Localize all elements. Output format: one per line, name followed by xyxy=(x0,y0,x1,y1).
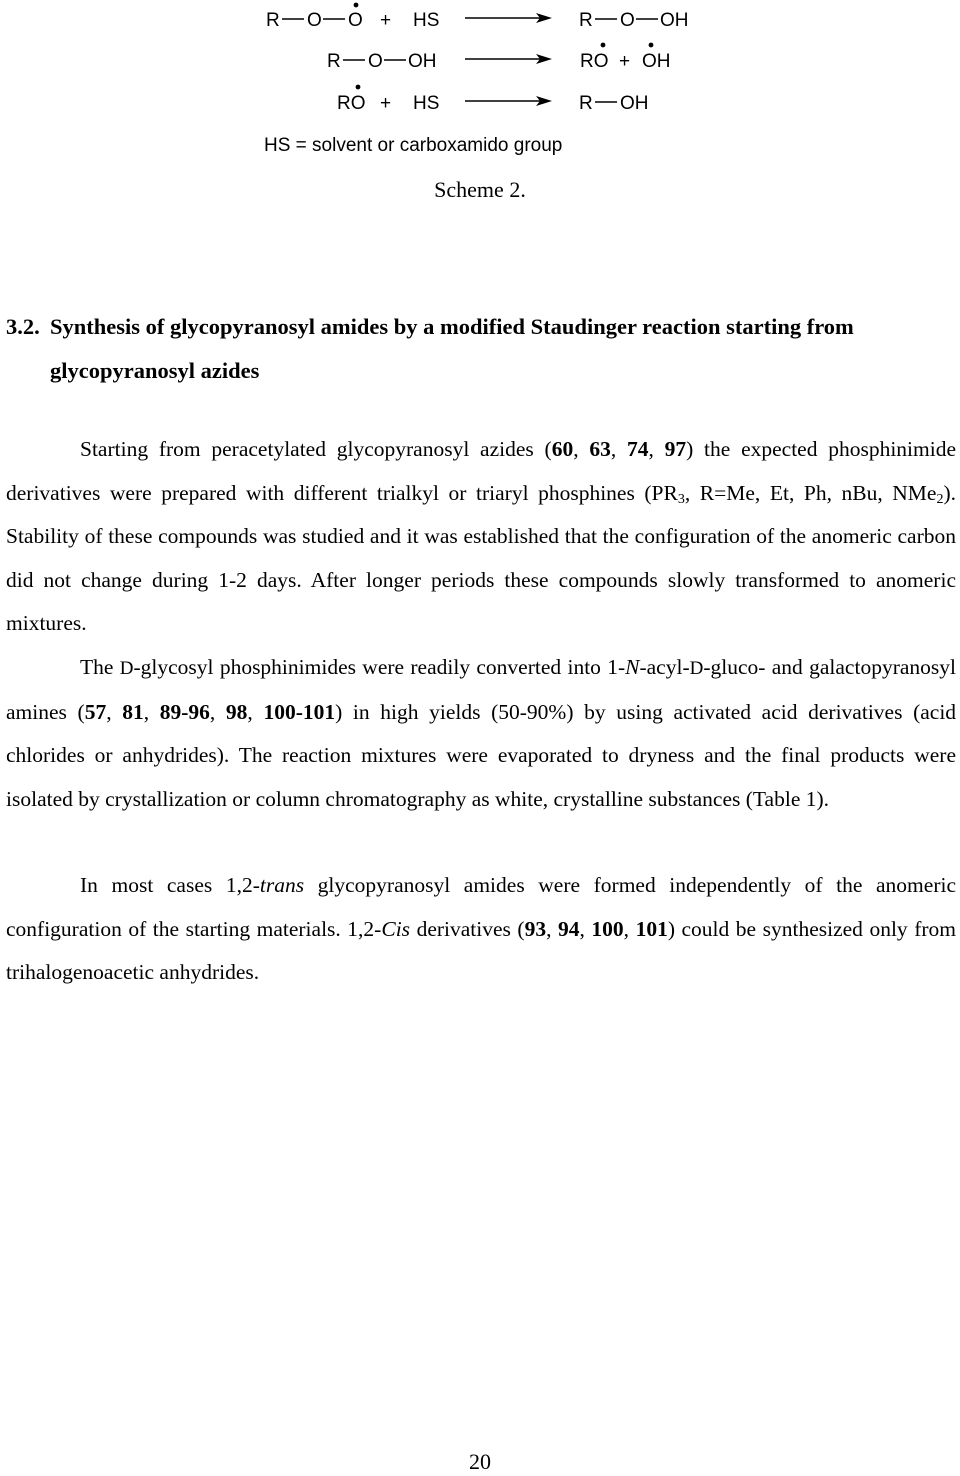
text-run: The xyxy=(80,655,120,679)
italic-run: Cis xyxy=(381,916,411,941)
r3-lhs-plus: + xyxy=(380,93,392,114)
compound-ref: 93 xyxy=(524,916,547,941)
r2-lhs-o: O xyxy=(368,51,383,72)
compound-ref: 57 xyxy=(84,699,107,724)
scheme-caption: Scheme 2. xyxy=(434,177,526,202)
r1-rhs-o: O xyxy=(620,10,635,31)
text-run: ). Stability of these compounds was studied and it was established that the configuration of the anomeric carbon did not change during 1-2 days. After longer periods these compounds slowly transformed to anomeric mixtures. xyxy=(6,480,957,636)
r1-lhs-o2: O xyxy=(348,10,363,31)
small-caps-letter: D xyxy=(689,658,704,679)
compound-ref: 89-96 xyxy=(159,699,210,724)
reaction-3 xyxy=(337,85,649,114)
radical-dot-icon xyxy=(601,43,606,48)
text-run: glycopyranosyl amides were formed independently of the anomeric configuration of the starting materials. 1,2- xyxy=(6,873,956,941)
paragraph-2 xyxy=(6,646,956,821)
page-number: 20 xyxy=(469,1449,491,1474)
r3-lhs-ro: RO xyxy=(337,93,366,114)
text-run: , R=Me, Et, Ph, nBu, NMe xyxy=(684,480,937,505)
section-heading xyxy=(6,305,956,393)
text-run: , xyxy=(579,916,592,941)
compound-ref: 100-101 xyxy=(263,699,336,724)
r2-lhs-r: R xyxy=(327,51,341,72)
text-run: , xyxy=(546,916,558,941)
text-run: , xyxy=(610,437,627,461)
text-run: , xyxy=(573,437,590,461)
r1-lhs-hs: HS xyxy=(413,10,440,31)
reaction-2 xyxy=(327,43,671,72)
text-run: Starting from peracetylated glycopyranosyl azides ( xyxy=(80,437,552,461)
r2-lhs-oh: OH xyxy=(408,51,437,72)
r2-rhs-ro: RO xyxy=(580,51,609,72)
r1-rhs-r: R xyxy=(579,10,593,31)
compound-ref: 94 xyxy=(558,916,580,941)
compound-ref: 100 xyxy=(591,916,624,941)
text-run: , xyxy=(209,699,226,724)
subscript: 2 xyxy=(936,491,944,507)
text-run: ) could be synthesized only from trihalogenoacetic anhydrides. xyxy=(6,916,957,985)
r3-lhs-hs: HS xyxy=(413,93,440,114)
text-run: -acyl- xyxy=(639,655,690,679)
subscript: 3 xyxy=(677,491,685,507)
text-run: ) the expected phosphinimide derivatives were prepared with different trialkyl or triaryl phosphines (PR xyxy=(6,437,957,505)
text-run: , xyxy=(143,699,160,724)
section-title-line1: Synthesis of glycopyranosyl amides by a modified Staudinger reaction starting from xyxy=(50,314,854,339)
r2-rhs-plus: + xyxy=(619,51,631,72)
r1-lhs-r: R xyxy=(266,10,280,31)
italic-run: N xyxy=(625,655,640,679)
compound-ref: 81 xyxy=(122,699,144,724)
compound-ref: 97 xyxy=(664,437,687,461)
r3-rhs-r: R xyxy=(579,93,593,114)
compound-ref: 74 xyxy=(626,437,649,461)
text-run: -glycosyl phosphinimides were readily converted into 1- xyxy=(133,655,626,679)
r1-lhs-plus: + xyxy=(380,10,392,31)
paragraph-1 xyxy=(6,428,956,646)
r3-rhs-oh: OH xyxy=(620,93,649,114)
compound-ref: 63 xyxy=(589,437,611,461)
text-run: ) in high yields (50-90%) by using activated acid derivatives (acid chlorides or anhydrides). The reaction mixtures were evaporated to dryness and the final products were isolated by crystallization or column chromatography as white, crystalline substances (Table 1). xyxy=(6,699,957,811)
section-title-line2: glycopyranosyl azides xyxy=(50,358,260,383)
radical-dot-icon xyxy=(649,43,654,48)
r1-rhs-oh: OH xyxy=(660,10,689,31)
reaction-scheme xyxy=(0,0,960,220)
reaction-1 xyxy=(266,3,689,31)
radical-dot-icon xyxy=(356,85,361,90)
italic-run: trans xyxy=(259,873,305,897)
scheme-note: HS = solvent or carboxamido group xyxy=(264,135,563,156)
section-number: 3.2. xyxy=(6,314,40,339)
compound-ref: 98 xyxy=(225,699,248,724)
r2-rhs-oh: OH xyxy=(642,51,671,72)
text-run: -gluco- and galactopyranosyl amines ( xyxy=(6,655,956,724)
text-run: , xyxy=(247,699,264,724)
compound-ref: 60 xyxy=(551,437,574,461)
text-run: , xyxy=(623,916,636,941)
compound-ref: 101 xyxy=(635,916,668,941)
text-run: , xyxy=(106,699,123,724)
text-run: , xyxy=(648,437,665,461)
text-run: In most cases 1,2- xyxy=(80,873,260,897)
radical-dot-icon xyxy=(354,3,359,8)
r1-lhs-o1: O xyxy=(307,10,322,31)
small-caps-letter: D xyxy=(119,658,134,679)
scheme-drawing xyxy=(0,0,960,130)
paragraph-3 xyxy=(6,864,956,995)
text-run: derivatives ( xyxy=(410,916,525,941)
